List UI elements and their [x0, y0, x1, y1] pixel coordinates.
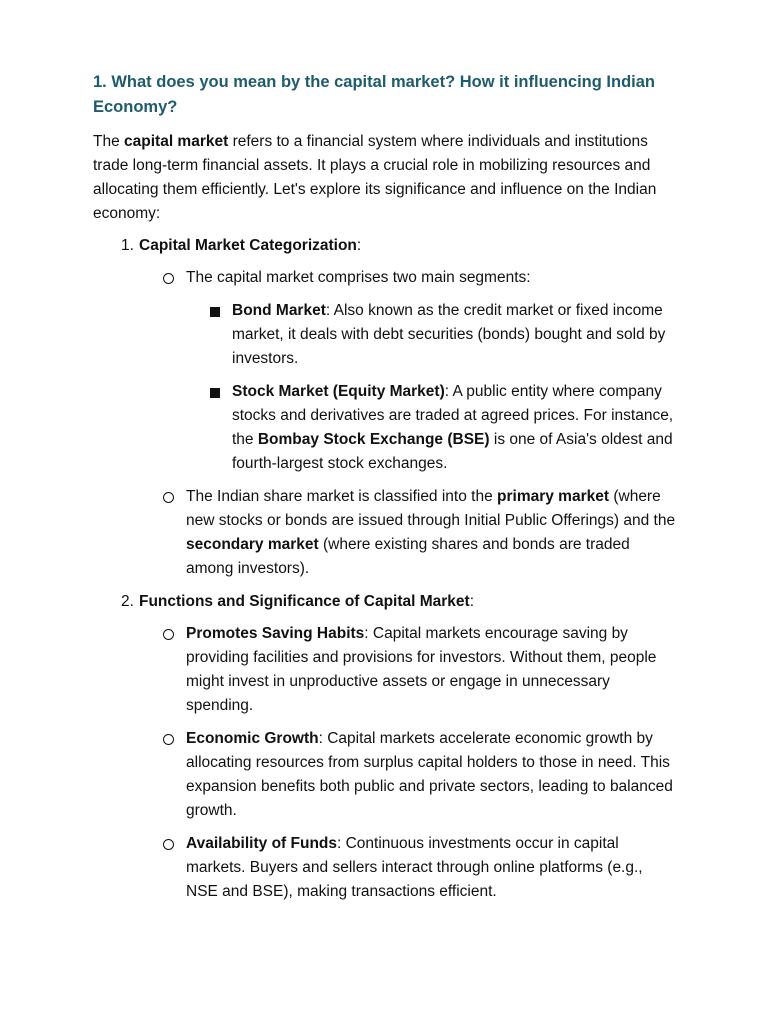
list-item — [93, 485, 676, 581]
section-title: Capital Market Categorization — [139, 237, 357, 254]
intro-text-1: The — [93, 133, 125, 150]
sub-item-title: Bond Market — [232, 302, 326, 319]
list-item-text: The Indian share market is classified into the — [186, 488, 498, 505]
section-1-heading — [93, 234, 676, 258]
sub-item-text-2: is one of Asia's oldest and fourth-largest stock exchanges. — [232, 431, 673, 472]
section-2-heading — [93, 590, 676, 614]
square-bullet-icon — [210, 388, 220, 398]
list-item-bold-term-2: secondary market — [186, 536, 319, 553]
list-item-text: : Capital markets accelerate economic growth by allocating resources from surplus capital holders to those in need. This expansion benefits both public and private sectors, leading to balanced growth. — [186, 730, 673, 819]
section-colon: : — [469, 593, 475, 610]
list-item — [93, 266, 676, 290]
list-item-text: : Capital markets encourage saving by providing facilities and provisions for investors. Without them, people might invest in unproductive assets or engage in unnecessary spending. — [186, 625, 657, 714]
sub-item-bold-term: Bombay Stock Exchange (BSE) — [257, 431, 490, 448]
intro-bold-term: capital market — [124, 133, 229, 150]
list-item-title: Economic Growth — [186, 730, 319, 747]
list-item — [93, 622, 676, 718]
list-item-title: Promotes Saving Habits — [186, 625, 365, 642]
circle-bullet-icon — [163, 734, 174, 745]
list-item-bold-term: primary market — [497, 488, 610, 505]
circle-bullet-icon — [163, 839, 174, 850]
section-title: Functions and Significance of Capital Market — [139, 593, 470, 610]
list-item-title: Availability of Funds — [186, 835, 337, 852]
sub-item-text: : A public entity where company stocks and derivatives are traded at agreed prices. For instance, the — [232, 383, 674, 448]
section-number: 1. — [121, 237, 134, 254]
list-item-text-3: (where existing shares and bonds are traded among investors). — [186, 536, 630, 577]
question-heading: 1. What does you mean by the capital market? How it influencing Indian Economy? — [93, 73, 655, 116]
list-item-text: : Continuous investments occur in capital markets. Buyers and sellers interact through online platforms (e.g., NSE and BSE), making transactions efficient. — [186, 835, 643, 900]
sub-item-title: Stock Market (Equity Market) — [232, 383, 445, 400]
list-item-text: The capital market comprises two main segments: — [186, 269, 531, 286]
circle-bullet-icon — [163, 273, 174, 284]
sub-item-text: : Also known as the credit market or fixed income market, it deals with debt securities (bonds) bought and sold by investors. — [232, 302, 666, 367]
intro-text-2: refers to a financial system where individuals and institutions trade long-term financial assets. It plays a crucial role in mobilizing resources and allocating them efficiently. Let's explore its significance and influence on the Indian economy: — [93, 133, 657, 222]
list-item — [93, 727, 676, 823]
circle-bullet-icon — [163, 492, 174, 503]
intro-paragraph — [93, 130, 676, 226]
sub-list-item — [93, 299, 676, 371]
circle-bullet-icon — [163, 629, 174, 640]
section-colon: : — [356, 237, 362, 254]
section-number: 2. — [121, 593, 134, 610]
list-item-text-2: (where new stocks or bonds are issued through Initial Public Offerings) and the — [186, 488, 676, 529]
sub-list-item — [93, 380, 676, 476]
square-bullet-icon — [210, 307, 220, 317]
list-item — [93, 832, 676, 904]
